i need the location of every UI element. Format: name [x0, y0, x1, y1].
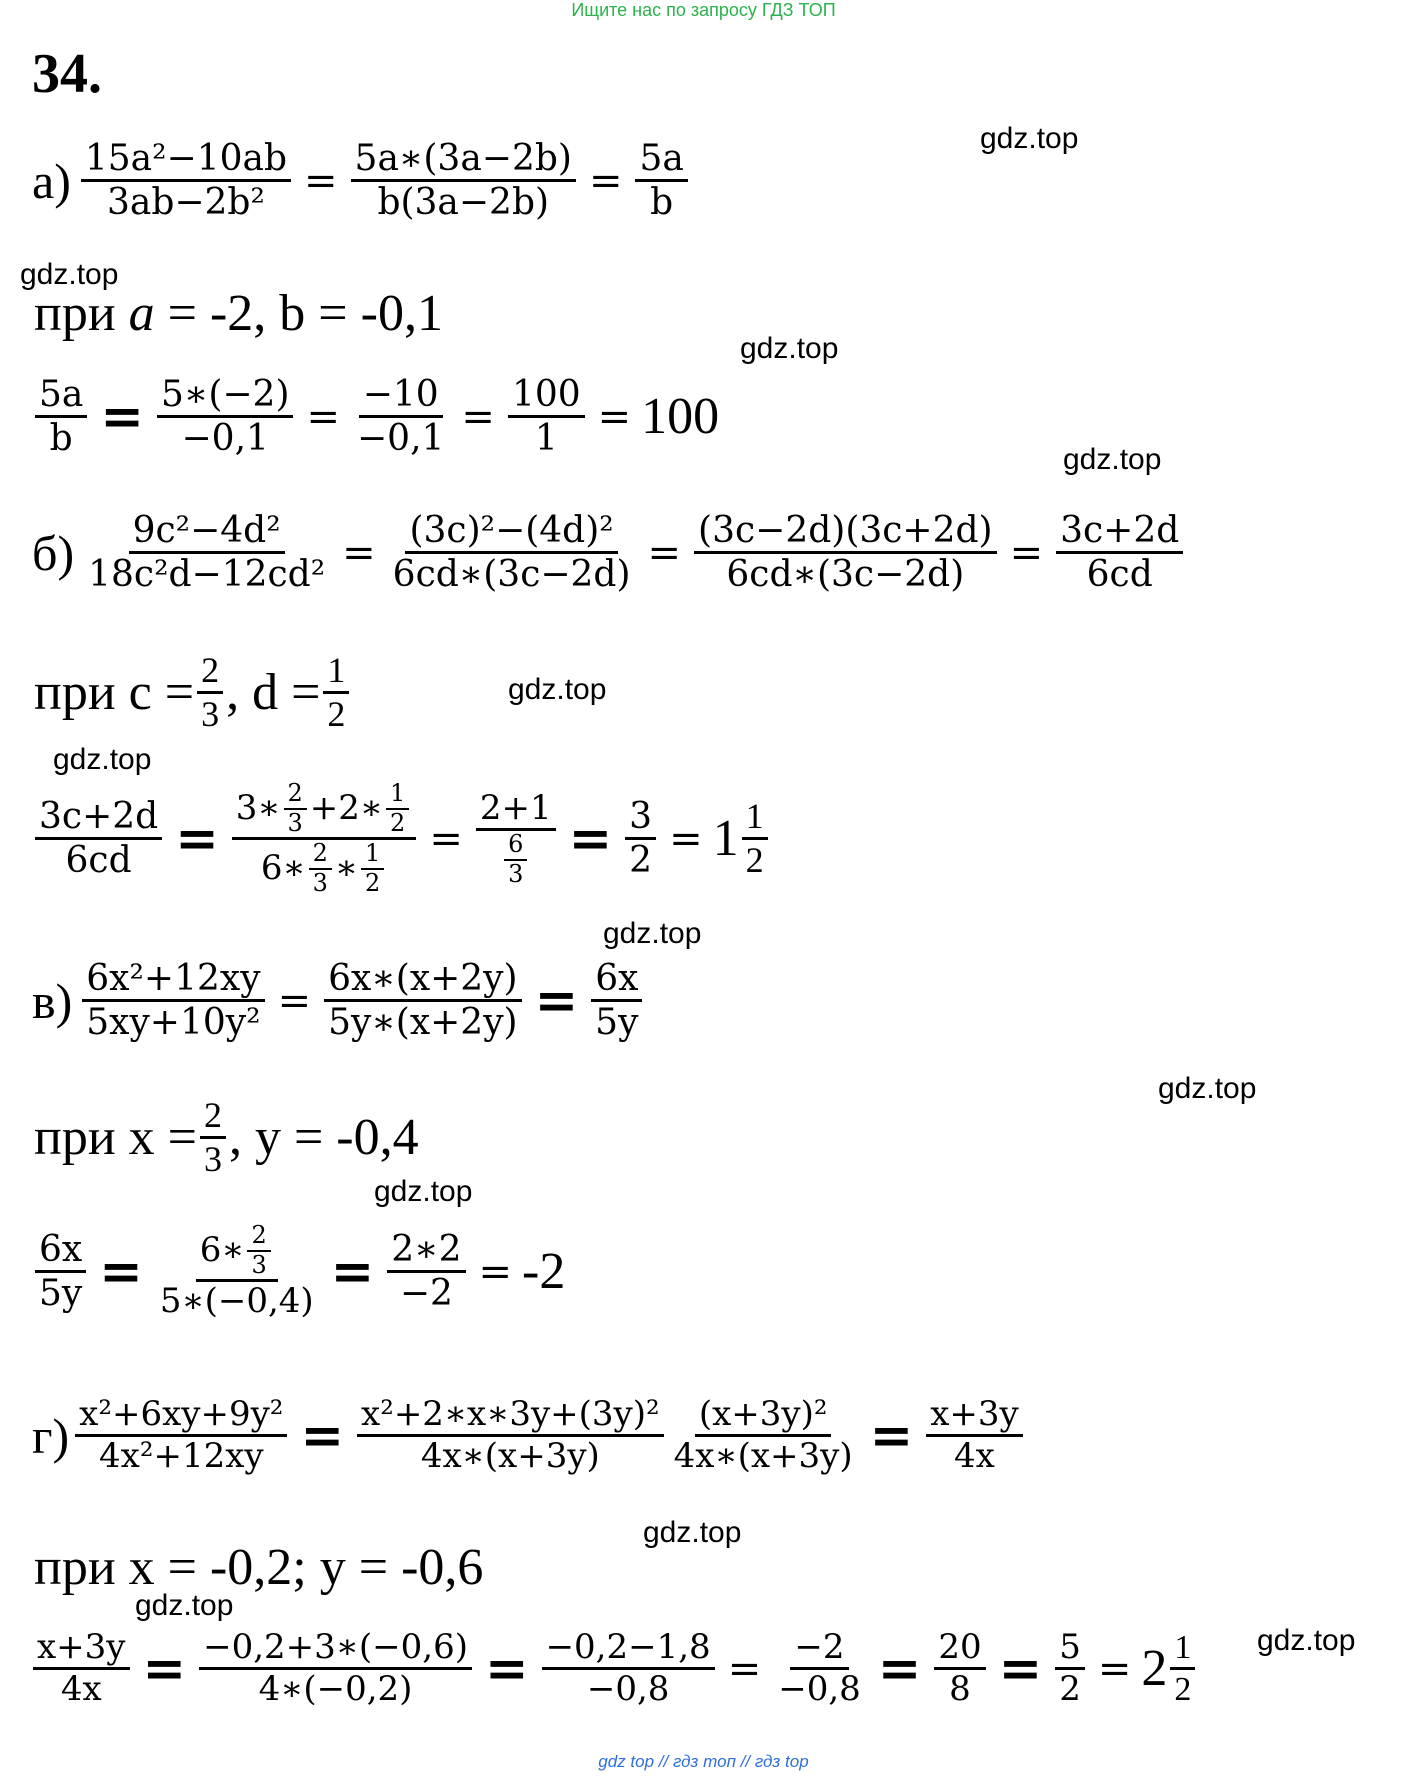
- numerator: 2: [309, 840, 332, 870]
- equals-sign: =: [484, 1638, 529, 1700]
- denominator: 18c²d−12cd²: [88, 554, 326, 596]
- fraction: [361, 840, 384, 897]
- fraction: [635, 138, 687, 224]
- denominator: 4x∗(x+3y): [420, 1436, 600, 1477]
- numerator: 15a²−10ab: [81, 138, 291, 182]
- denominator: 3: [201, 694, 220, 735]
- numerator: 5a: [635, 138, 687, 182]
- numerator: x²+6xy+9y²: [75, 1395, 287, 1437]
- part-g-condition: при x = -0,2; y = -0,6: [34, 1539, 484, 1596]
- fraction: [75, 1395, 287, 1476]
- fraction: [670, 1395, 857, 1476]
- denominator: 3: [287, 808, 303, 837]
- fraction: [81, 138, 291, 224]
- equals-sign: =: [597, 393, 632, 440]
- numerator: 9c²−4d²: [129, 510, 285, 554]
- part-v-label: в): [32, 972, 73, 1029]
- denominator: 6cd: [1086, 554, 1153, 596]
- denominator: b: [650, 182, 674, 224]
- result-value: -2: [522, 1243, 566, 1301]
- denominator: 4∗(−0,2): [258, 1669, 413, 1710]
- fraction: [386, 780, 409, 837]
- watermark: gdz.top: [1063, 443, 1162, 476]
- denominator: 6cd: [65, 840, 132, 882]
- fraction: [1056, 510, 1183, 596]
- fraction: [1055, 1628, 1085, 1709]
- watermark: gdz.top: [374, 1175, 473, 1208]
- numerator: 2: [284, 780, 307, 810]
- equals-sign: =: [998, 1638, 1043, 1700]
- numerator: 6x: [35, 1229, 86, 1273]
- text-part: 6∗: [260, 848, 306, 889]
- part-v-simplification: [32, 958, 645, 1044]
- part-b-simplification: [32, 510, 1186, 596]
- part-a-simplification: [32, 138, 691, 224]
- condition-prefix: при: [34, 285, 129, 342]
- denominator: 2: [745, 840, 764, 881]
- part-g-calculation: [30, 1628, 1198, 1709]
- denominator: 3: [508, 859, 524, 888]
- denominator: 6cd∗(3c−2d): [726, 554, 965, 596]
- denominator: 4x²+12xy: [99, 1436, 264, 1477]
- denominator: −0,1: [181, 418, 269, 460]
- numerator: 5∗(−2): [157, 374, 294, 418]
- denominator: −2: [399, 1273, 453, 1315]
- numerator: 1: [742, 796, 768, 840]
- result-value: 100: [641, 388, 720, 446]
- equals-sign: =: [568, 808, 613, 870]
- numerator: 3: [625, 796, 656, 840]
- equals-sign: =: [1097, 1645, 1132, 1692]
- condition-prefix: при x =: [34, 1108, 197, 1166]
- numerator: 1: [323, 650, 349, 694]
- equals-sign: =: [869, 1405, 914, 1467]
- numerator: 2: [197, 650, 223, 694]
- text-part: +2∗: [309, 788, 384, 829]
- fraction: [694, 510, 997, 596]
- fraction: [591, 958, 642, 1044]
- numerator: −2: [790, 1628, 848, 1670]
- equals-sign: =: [342, 529, 376, 576]
- numerator: −0,2+3∗(−0,6): [199, 1628, 472, 1670]
- fraction: [926, 1395, 1023, 1476]
- problem-number: 34.: [32, 43, 102, 105]
- denominator: 5y∗(x+2y): [328, 1002, 518, 1044]
- watermark: gdz.top: [603, 917, 702, 950]
- part-b-label: б): [32, 524, 75, 581]
- numerator: 1: [386, 780, 409, 810]
- fraction: [389, 510, 635, 596]
- numerator: 20: [934, 1628, 985, 1670]
- watermark: gdz.top: [508, 673, 607, 706]
- numerator: 1: [361, 840, 384, 870]
- equals-sign: =: [304, 157, 338, 204]
- fraction: [1170, 1628, 1195, 1709]
- equals-sign: =: [534, 970, 579, 1032]
- equals-sign: =: [727, 1645, 762, 1692]
- denominator: 3: [312, 868, 328, 897]
- condition-variable: a: [128, 285, 155, 342]
- numerator: 6x∗(x+2y): [324, 958, 521, 1002]
- top-banner: Ищите нас по запросу ГДЗ ТОП: [571, 0, 836, 20]
- part-v-calculation: [32, 1222, 565, 1321]
- fraction: [353, 374, 448, 460]
- condition-values: = -2, b = -0,1: [154, 285, 443, 342]
- equals-sign: =: [142, 1638, 187, 1700]
- fraction: [35, 374, 87, 460]
- numerator: x²+2∗x∗3y+(3y)²: [357, 1395, 664, 1437]
- condition-values: , y = -0,4: [228, 1108, 419, 1166]
- watermark: gdz.top: [980, 122, 1079, 155]
- denominator: 2: [364, 868, 381, 897]
- fraction: [508, 374, 585, 460]
- numerator: 6x: [591, 958, 642, 1002]
- watermark: gdz.top: [740, 332, 839, 365]
- mixed-number: [1141, 1628, 1198, 1709]
- watermark: gdz.top: [1257, 1624, 1356, 1657]
- numerator: (3c−2d)(3c+2d): [694, 510, 997, 554]
- denominator: 2: [629, 840, 653, 882]
- fraction: [742, 796, 768, 882]
- fraction: [33, 1628, 130, 1709]
- equals-sign: =: [306, 393, 340, 440]
- denominator: 5xy+10y²: [86, 1002, 261, 1044]
- denominator: 3ab−2b²: [106, 182, 265, 224]
- part-a-condition: [34, 285, 443, 342]
- part-g-simplification: [32, 1395, 1026, 1476]
- numerator: 2+1: [476, 789, 556, 831]
- equals-sign: =: [1009, 529, 1044, 576]
- fraction: [542, 1628, 715, 1709]
- denominator: −0,8: [778, 1669, 861, 1710]
- fraction: [357, 1395, 664, 1476]
- denominator: 2: [327, 694, 346, 735]
- numerator: 6: [504, 831, 527, 861]
- denominator: 5y: [39, 1273, 83, 1315]
- numerator: 3c+2d: [1056, 510, 1183, 554]
- numerator: 5a: [35, 374, 87, 418]
- numerator: 2: [200, 1095, 226, 1139]
- part-g-label: г): [32, 1407, 70, 1464]
- equals-sign: =: [175, 808, 219, 870]
- fraction: [323, 650, 349, 736]
- numerator: 2∗2: [387, 1229, 465, 1273]
- denominator: b(3a−2b): [377, 182, 550, 224]
- complex-fraction: [232, 780, 417, 897]
- fraction: [82, 958, 264, 1044]
- equals-sign: =: [461, 393, 495, 440]
- fraction: [387, 1229, 465, 1315]
- fraction: [351, 138, 576, 224]
- fraction: [199, 1628, 472, 1709]
- numerator: 3c+2d: [35, 796, 162, 840]
- numerator: −0,2−1,8: [542, 1628, 715, 1670]
- equals-sign: =: [429, 815, 463, 862]
- watermark: gdz.top: [20, 258, 119, 291]
- numerator: (3c)²−(4d)²: [405, 510, 617, 554]
- numerator: (x+3y)²: [695, 1395, 832, 1437]
- part-v-condition: [34, 1095, 419, 1181]
- denominator: −0,8: [586, 1669, 670, 1710]
- fraction: [197, 650, 223, 736]
- denominator: b: [49, 418, 73, 460]
- fraction: [84, 510, 329, 596]
- numerator: x+3y: [33, 1628, 130, 1670]
- fraction: [247, 1222, 270, 1279]
- equals-sign: =: [877, 1638, 922, 1700]
- mixed-whole: 2: [1141, 1640, 1168, 1698]
- denominator: 4x: [60, 1669, 102, 1710]
- condition-prefix: при c =: [34, 663, 195, 721]
- denominator: 3: [251, 1250, 267, 1279]
- denominator: 5y: [595, 1002, 639, 1044]
- equals-sign: =: [478, 1248, 513, 1295]
- mixed-number: [713, 796, 771, 882]
- denominator: 4x: [954, 1436, 995, 1477]
- fraction: [284, 780, 307, 837]
- watermark: gdz.top: [135, 1589, 234, 1622]
- text-part: 6∗: [199, 1230, 245, 1271]
- text-part: 3∗: [235, 788, 281, 829]
- equals-sign: =: [330, 1241, 375, 1303]
- denominator: 4x∗(x+3y): [673, 1436, 853, 1477]
- denominator: −0,1: [357, 418, 445, 460]
- denominator: 8: [949, 1669, 971, 1710]
- part-b-condition: [34, 650, 352, 736]
- denominator: 3: [203, 1139, 222, 1180]
- denominator: 2: [1174, 1671, 1192, 1709]
- denominator: 1: [534, 418, 558, 460]
- numerator: [232, 780, 417, 840]
- equals-sign: =: [647, 529, 682, 576]
- watermark: gdz.top: [53, 743, 152, 776]
- denominator: 2: [390, 808, 406, 837]
- part-a-calculation: [32, 374, 719, 460]
- fraction: [35, 796, 162, 882]
- numerator: 5: [1055, 1628, 1085, 1670]
- numerator: [196, 1222, 278, 1282]
- fraction: [309, 840, 332, 897]
- fraction: [934, 1628, 985, 1709]
- fraction: [324, 958, 522, 1044]
- condition-separator: , d =: [226, 663, 321, 721]
- text-part: ∗: [334, 848, 358, 889]
- denominator: 5∗(−0,4): [159, 1281, 314, 1322]
- fraction: [157, 374, 294, 460]
- mixed-whole: 1: [712, 810, 739, 868]
- numerator: 5a∗(3a−2b): [351, 138, 576, 182]
- equals-sign: =: [588, 157, 623, 204]
- equals-sign: =: [300, 1405, 345, 1467]
- equals-sign: =: [100, 386, 144, 448]
- numerator: 6x²+12xy: [82, 958, 264, 1002]
- fraction: [774, 1628, 865, 1709]
- fraction: [625, 796, 656, 882]
- part-a-label: а): [32, 152, 71, 209]
- equals-sign: =: [669, 815, 703, 862]
- equals-sign: =: [277, 977, 312, 1024]
- complex-fraction: [476, 789, 556, 888]
- numerator: −10: [359, 374, 443, 418]
- fraction: [200, 1095, 226, 1181]
- denominator: [257, 840, 391, 897]
- part-b-calculation: [32, 780, 771, 897]
- complex-fraction: [156, 1222, 318, 1321]
- denominator: 2: [1059, 1669, 1081, 1710]
- denominator: 6cd∗(3c−2d): [392, 554, 631, 596]
- numerator: x+3y: [926, 1395, 1023, 1437]
- numerator: 1: [1170, 1628, 1195, 1670]
- equals-sign: =: [99, 1241, 143, 1303]
- watermark: gdz.top: [1158, 1072, 1257, 1105]
- denominator: [497, 831, 534, 888]
- fraction: [35, 1229, 86, 1315]
- watermark: gdz.top: [643, 1516, 742, 1549]
- fraction: [504, 831, 527, 888]
- numerator: 2: [247, 1222, 270, 1252]
- bottom-banner: gdz top // гдз топ // гдз top: [598, 1752, 809, 1771]
- numerator: 100: [508, 374, 585, 418]
